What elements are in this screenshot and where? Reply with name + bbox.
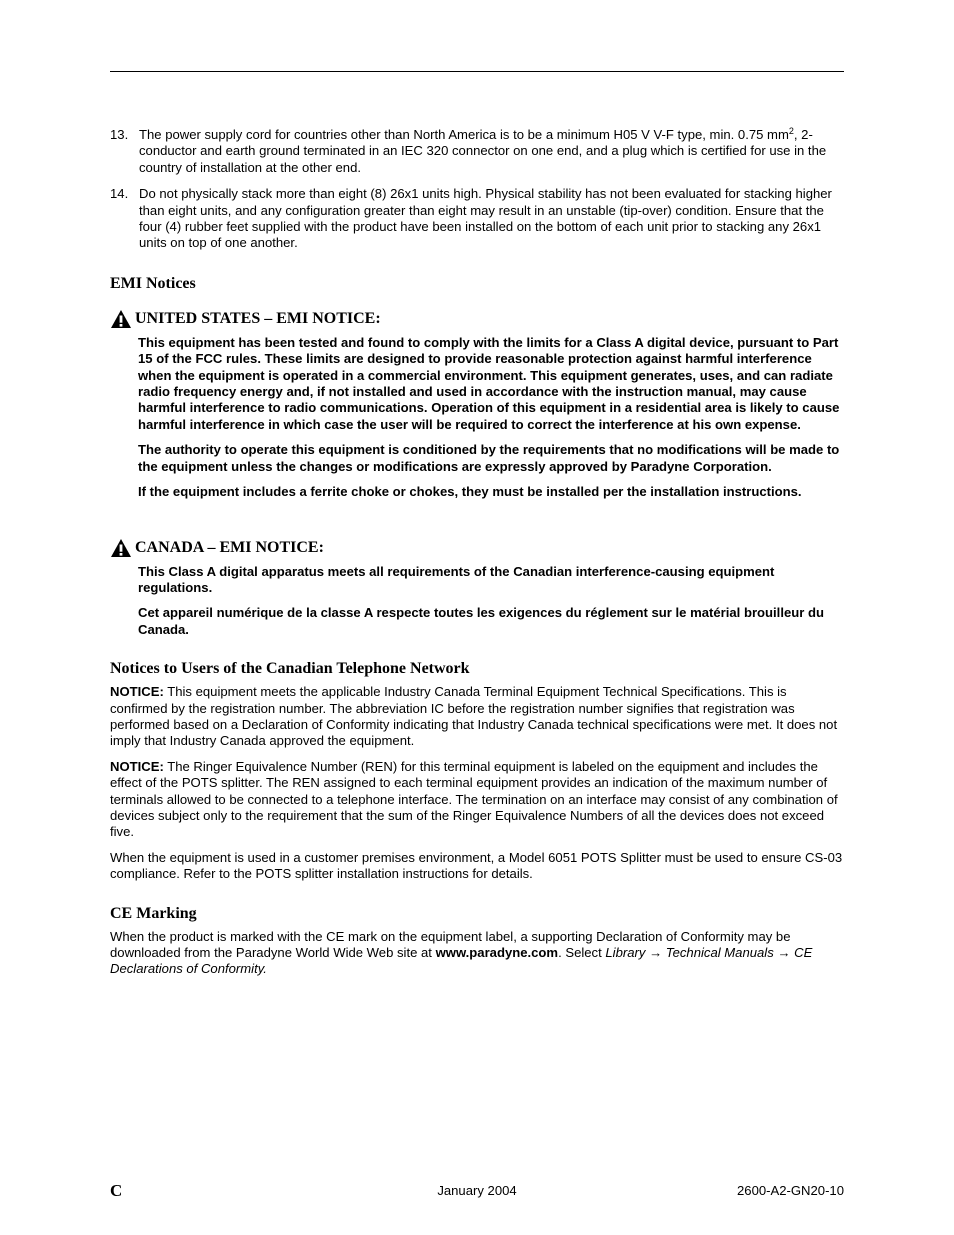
us-emi-body (110, 335, 845, 501)
paragraph: The authority to operate this equipment is conditioned by the requirements that no modifications will be made to the equipment unless the changes or modifications are expressly approved by Paradyne Corporation. (138, 442, 840, 474)
us-emi-title: UNITED STATES – EMI NOTICE: (135, 310, 381, 328)
item-text: Do not physically stack more than eight (8) 26x1 units high. Physical stability has not been evaluated for stacking higher than eight units, and any configuration greater than eight may result in an unstable (tip-over) condition. Ensure that the four (4) rubber feet supplied with the product have been installed on the bottom of each unit prior to stacking any 26x1 units on top of one another. (139, 186, 832, 251)
item-number: 14. (110, 186, 129, 202)
item-text-part: The power supply cord for countries other than North America is to be a minimum H05 V V-F type, min. 0.75 mm (139, 127, 789, 142)
section-heading-telephone: Notices to Users of the Canadian Telephone Network (110, 660, 470, 678)
arrow-icon: → (645, 945, 666, 960)
section-heading-emi: EMI Notices (110, 274, 196, 292)
ce-text: When the product is marked with the CE mark on the equipment label, a supporting Declaration of Conformity may be downloaded from the Paradyne World Wide Web site at (110, 928, 791, 960)
header-rule (110, 71, 844, 72)
item-text (139, 127, 845, 176)
notice-label: NOTICE: (110, 684, 164, 700)
paragraph (110, 684, 845, 750)
arrow-icon: → (773, 945, 795, 960)
notice-label: NOTICE: (110, 758, 164, 774)
item-number: 13. (110, 127, 129, 142)
paragraph: This equipment has been tested and found to comply with the limits for a Class A digital device, pursuant to Part 15 of the FCC rules. These limits are designed to provide reasonable protection against harmful interference when the equipment is operated in a commercial environment. This equipment generates, uses, and can radiate radio frequency energy and, if not installed and used in accordance with the instruction manual, may cause harmful interference to radio communications. Operation of this equipment in a residential area is likely to cause harmful interference in which case the user will be required to correct the interference at his own expense. (138, 334, 840, 432)
ce-text: . Select (558, 945, 606, 960)
page-number: C (110, 1181, 123, 1200)
warning-icon (110, 309, 132, 329)
us-emi-heading (110, 309, 845, 329)
list-item (110, 186, 845, 252)
list-item (110, 127, 845, 176)
canada-emi-heading (110, 538, 845, 558)
document-number: 2600-A2-GN20-10 (737, 1183, 844, 1198)
paragraph: Cet appareil numérique de la classe A respecte toutes les exigences du réglement sur le matérial brouilleur du Canada. (138, 605, 824, 637)
website-link[interactable]: www.paradyne.com (435, 945, 559, 960)
menu-path-ce-declarations: CE Declarations of Conformity. (110, 945, 813, 977)
footer-date: January 2004 (437, 1183, 517, 1198)
section-heading-ce: CE Marking (110, 904, 197, 922)
paragraph: This Class A digital apparatus meets all requirements of the Canadian interference-causing equipment regulations. (138, 563, 775, 595)
superscript: 2 (788, 126, 794, 136)
notice-text: This equipment meets the applicable Industry Canada Terminal Equipment Technical Specifications. This is confirmed by the registration number. The abbreviation IC before the registration number signifies that registration was performed based on a Declaration of Conformity indicating that Industry Canada technical specifications were met. It does not imply that Industry Canada approved the equipment. (110, 684, 838, 749)
paragraph (110, 929, 845, 978)
canada-emi-body (110, 564, 845, 639)
paragraph: If the equipment includes a ferrite choke or chokes, they must be installed per the installation instructions. (138, 484, 802, 500)
page-footer (110, 1181, 844, 1201)
notice-text: The Ringer Equivalence Number (REN) for this terminal equipment is labeled on the equipment and includes the effect of the POTS splitter. The REN assigned to each terminal equipment provides an indication of the maximum number of terminals allowed to be connected to a telephone interface. The termination on an interface may consist of any combination of devices subject only to the requirement that the sum of the Ringer Equivalence Numbers of all the devices does not exceed five. (110, 758, 838, 840)
page-content (110, 127, 845, 987)
paragraph: When the equipment is used in a customer premises environment, a Model 6051 POTS Splitter must be used to ensure CS-03 compliance. Refer to the POTS splitter installation instructions for details. (110, 849, 843, 882)
paragraph (110, 759, 845, 841)
menu-path-technical-manuals: Technical Manuals (665, 945, 774, 960)
canada-emi-title: CANADA – EMI NOTICE: (135, 539, 324, 556)
warning-icon (110, 538, 132, 558)
item-text-part: , 2-conductor and earth ground terminated in an IEC 320 connector on one end, and a plug which is certified for use in the country of installation at the other end. (139, 127, 827, 175)
menu-path-library: Library (605, 945, 646, 960)
